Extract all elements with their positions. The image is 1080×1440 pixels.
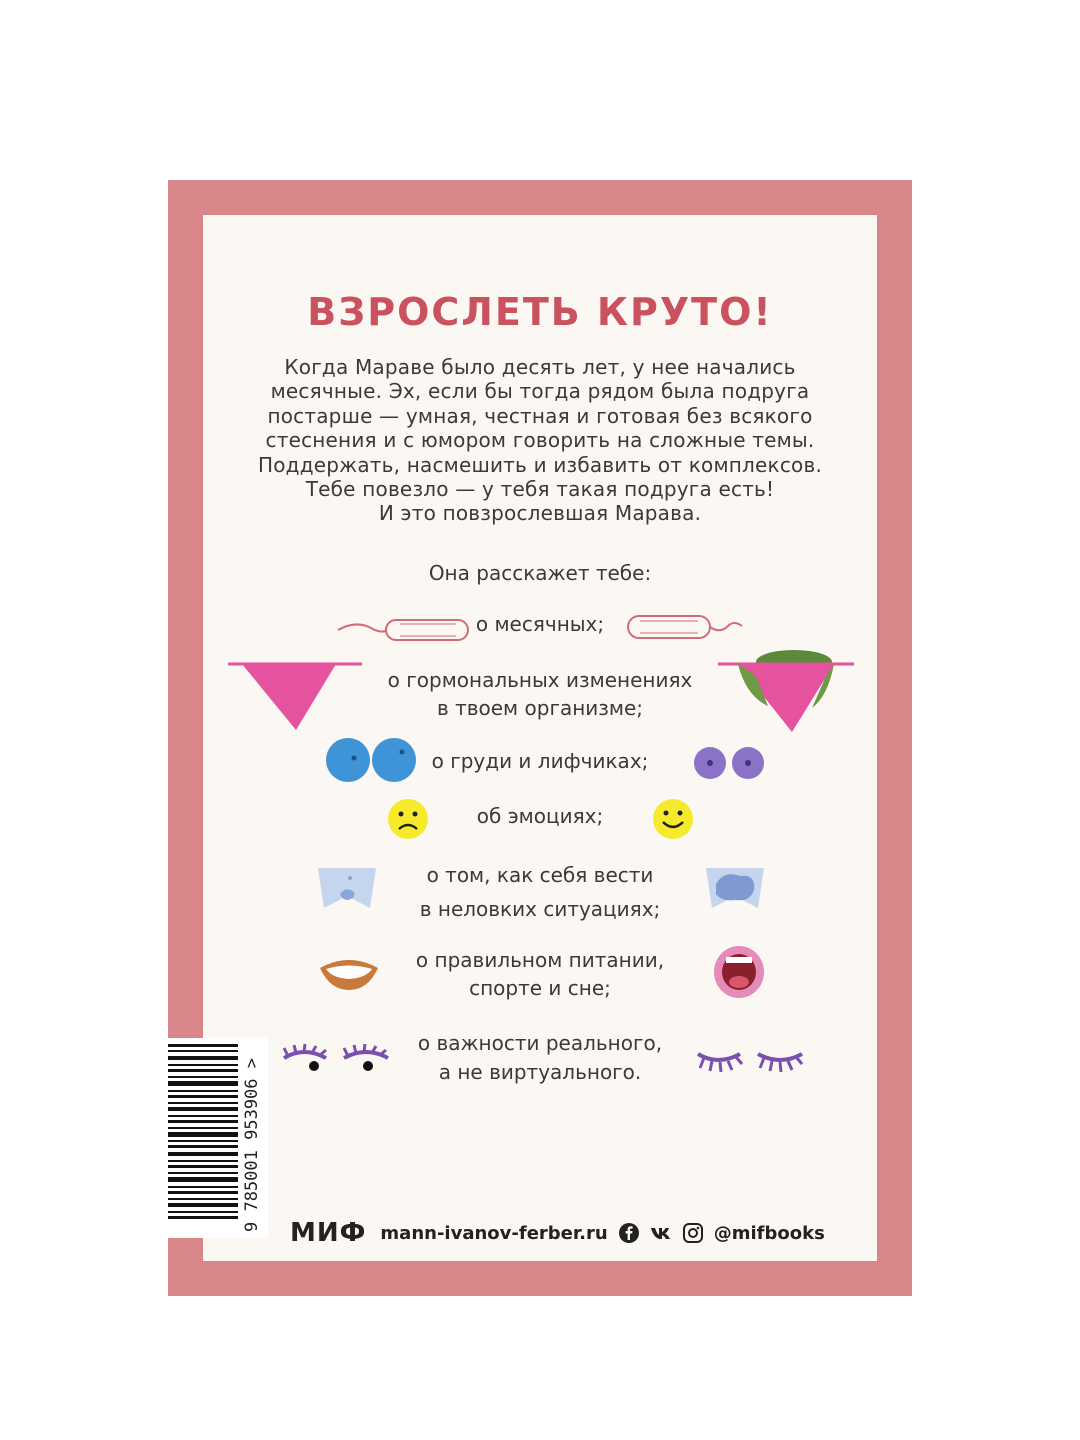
eyelash-icon [280, 1044, 394, 1078]
smile-face-icon [651, 797, 695, 841]
tampon-icon [336, 614, 476, 644]
blurb-line: И это повзрослевшая Марава. [378, 501, 702, 526]
topic-line: о груди и лифчиках; [431, 749, 649, 773]
barcode-bars [168, 1038, 240, 1238]
topic-hormones [360, 666, 720, 722]
topic-line: о гормональных изменениях [387, 668, 693, 692]
blurb-line: стеснения и с юмором говорить на сложные темы. [265, 428, 815, 453]
blurb-line: постарше — умная, честная и готовая без всякого [267, 403, 813, 428]
topic-real [360, 1029, 720, 1087]
blurb-line: Когда Мараве было десять лет, у нее начались [284, 355, 796, 379]
publisher-logo: МИФ [290, 1218, 367, 1248]
eyelash-icon [694, 1044, 808, 1074]
topics-intro: Она расскажет тебе: [428, 561, 652, 585]
topic-line: в неловких ситуациях; [419, 897, 661, 921]
publisher-footer [290, 1215, 825, 1251]
mouth-icon [712, 944, 766, 1000]
page-title: ВЗРОСЛЕТЬ КРУТО! [307, 290, 773, 334]
blurb-line: Тебе повезло — у тебя такая подруга есть! [305, 477, 775, 502]
topic-line: о том, как себя вести [426, 863, 654, 887]
underwear-stain-icon [700, 866, 770, 912]
topic-line: о правильном питании, [415, 948, 665, 972]
tampon-icon [624, 612, 744, 642]
panties-icon [716, 646, 856, 738]
mouth-icon [318, 954, 380, 992]
facebook-icon[interactable] [618, 1222, 640, 1244]
blurb-line: месячные. Эх, если бы тогда рядом была подруга [270, 379, 810, 404]
topic-line: а не виртуального. [438, 1060, 642, 1084]
blurb [203, 355, 877, 526]
topic-line: спорте и сне; [469, 976, 611, 1000]
panties-icon [226, 658, 366, 734]
blurb-line: Поддержать, насмешить и избавить от комплексов. [258, 452, 822, 477]
topic-line: об эмоциях; [476, 804, 604, 828]
topic-line: о месячных; [475, 612, 605, 636]
instagram-icon[interactable] [682, 1222, 704, 1244]
sad-face-icon [386, 797, 430, 841]
publisher-site[interactable]: mann-ivanov-ferber.ru [380, 1222, 608, 1244]
topic-nutrition [360, 946, 720, 1002]
publisher-handle[interactable]: @mifbooks [713, 1222, 825, 1244]
barcode-number: 9 785001 953906 > [242, 1058, 262, 1232]
topic-line: в твоем организме; [436, 696, 644, 720]
topic-awkward [360, 858, 720, 926]
vk-icon[interactable] [650, 1222, 672, 1244]
underwear-stain-icon [312, 866, 382, 912]
breast-icon [324, 736, 418, 784]
breast-icon [692, 746, 768, 780]
topic-line: о важности реального, [417, 1031, 663, 1055]
